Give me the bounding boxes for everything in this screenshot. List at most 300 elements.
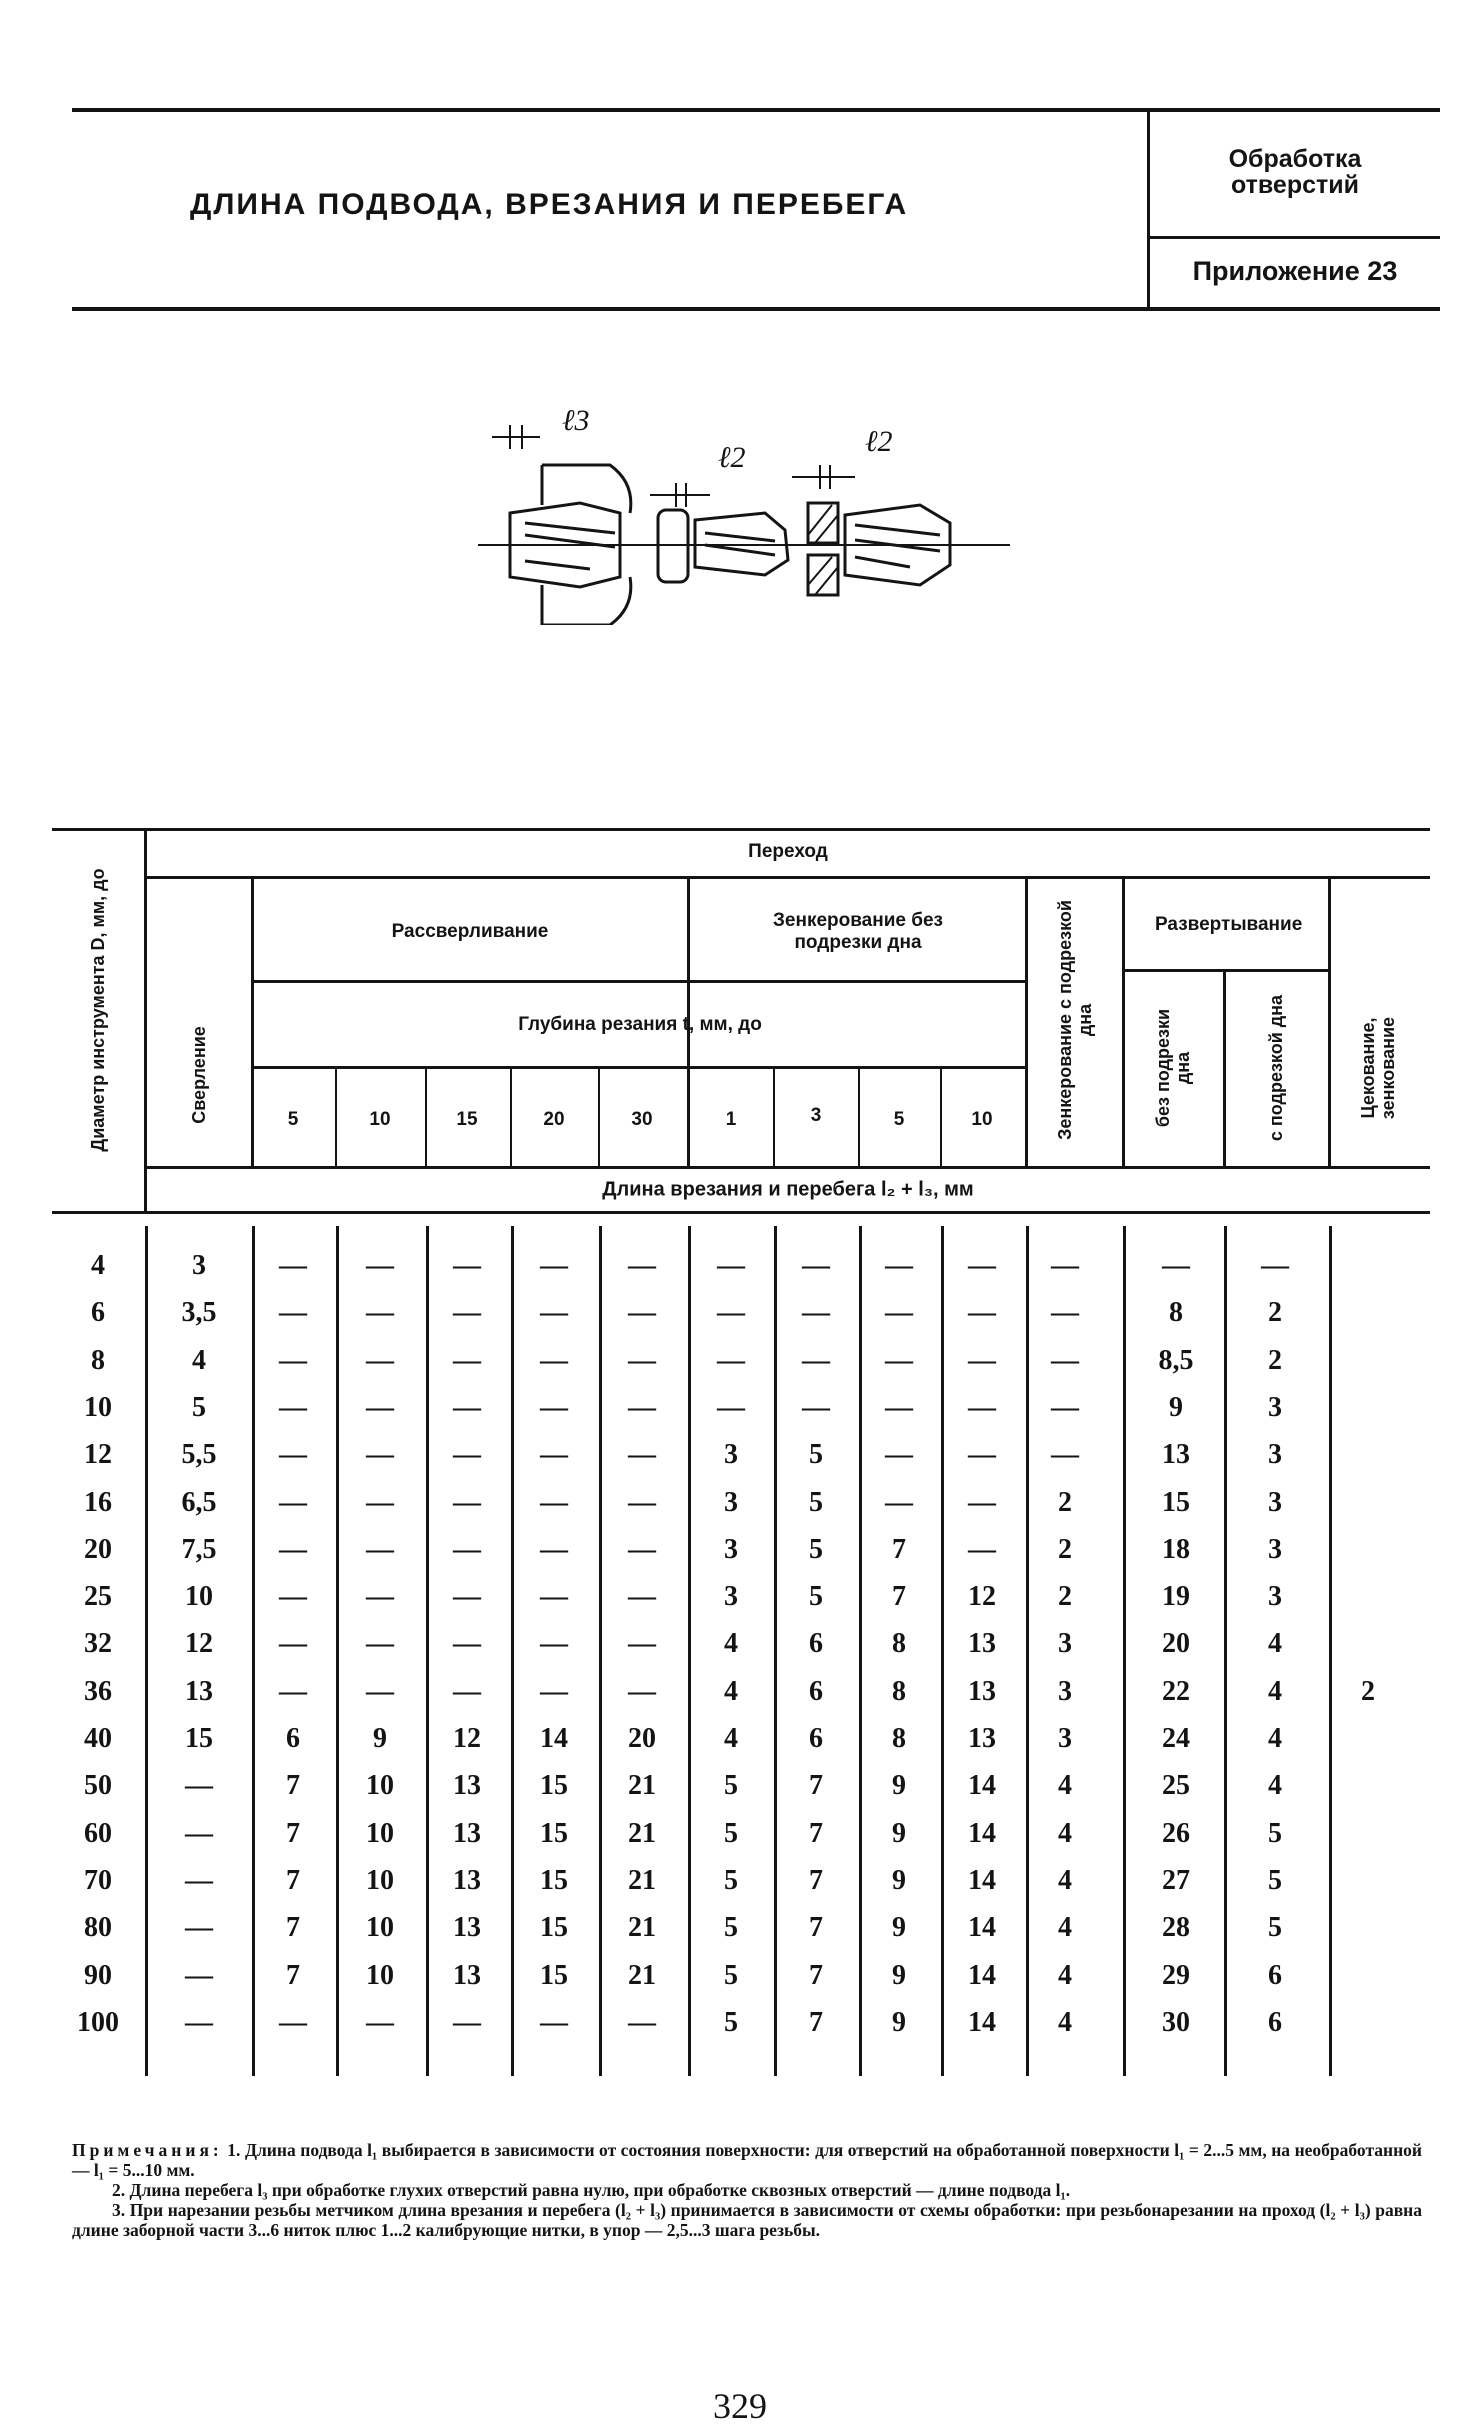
row-diameter: 16 [84,1486,112,1518]
table-cell: — [453,1628,481,1660]
header-divider [1147,112,1150,307]
depth-5: 5 [287,1109,299,1130]
v-d1 [335,1066,337,1166]
table-cell: — [1051,1344,1079,1376]
table-cell: 5 [724,1770,738,1802]
table-cell: — [540,1486,568,1518]
table-cell: 7 [809,1912,823,1944]
table-cell: 4 [1058,1864,1072,1896]
header-counterbore-undercut: Зенкерование с подрезкой дна [1055,900,1095,1140]
tool-diagram [470,385,1030,625]
table-cell: — [628,1581,656,1613]
body-column-line [599,1226,602,2076]
table-top-rule [52,828,1430,831]
table-cell: — [885,1391,913,1423]
table-cell: 29 [1162,1959,1190,1991]
table-cell: — [628,1628,656,1660]
table-cell: — [366,1439,394,1471]
table-cell: 13 [968,1723,996,1754]
table-cell: 6 [809,1675,823,1707]
table-cell: — [279,1439,307,1471]
table-cell: 5 [724,1912,738,1944]
row-diameter: 70 [84,1864,112,1896]
row-diameter: 36 [84,1675,112,1707]
table-cell: — [366,1391,394,1423]
table-cell: 3 [192,1250,206,1281]
table-cell: — [540,2006,568,2038]
header-spotfacing: Цекование, зенкование [1358,1016,1398,1120]
table-cell: 13 [453,1864,481,1896]
table-cell: 20 [628,1723,656,1754]
depth-20: 20 [543,1109,565,1130]
table-cell: — [540,1344,568,1376]
table-cell: 3 [1058,1723,1072,1754]
table-cell: 19 [1162,1581,1190,1613]
body-column-line [688,1226,691,2076]
row-diameter: 60 [84,1817,112,1849]
table-cell: 15 [540,1959,568,1991]
table-cell: 8 [892,1628,906,1660]
table-cell: — [1261,1250,1289,1281]
row-diameter: 8 [91,1344,105,1376]
table-cell: — [453,1297,481,1329]
table-cell: — [279,1581,307,1613]
table-cell: 9 [373,1723,387,1754]
table-cell: — [540,1581,568,1613]
table-cell: 4 [1268,1628,1282,1660]
v-d5 [773,1066,775,1166]
appendix-label: Приложение 23 [1192,256,1398,286]
table-cell: 14 [540,1723,568,1754]
table-cell: 9 [892,2006,906,2038]
table-cell: 13 [453,1959,481,1991]
body-column-line [426,1226,429,2076]
unit-row: Длина врезания и перебега l₂ + l₃, мм [602,1178,974,1201]
table-cell: 3 [1268,1486,1282,1518]
table-cell: 15 [540,1912,568,1944]
table-cell: 5 [724,1864,738,1896]
table-cell: — [540,1250,568,1281]
table-cell: 15 [540,1770,568,1802]
table-cell: — [279,1533,307,1565]
table-cell: — [453,1533,481,1565]
table-cell: 4 [1268,1770,1282,1802]
table-cell: — [279,1344,307,1376]
table-cell: — [1051,1250,1079,1281]
body-column-line [1329,1226,1332,2076]
table-cell: 13 [453,1770,481,1802]
table-cell: — [1162,1250,1190,1281]
table-cell: 5,5 [181,1439,217,1471]
table-cell: — [279,1628,307,1660]
row-diameter: 4 [91,1250,105,1281]
v-between-reaming [1223,970,1226,1166]
table-cell: 3 [724,1581,738,1613]
v-d3 [510,1066,512,1166]
page-title: ДЛИНА ПОДВОДА, ВРЕЗАНИЯ И ПЕРЕБЕГА [190,188,909,221]
table-cell: 5 [809,1533,823,1565]
spotfacing-value: 2 [1361,1676,1375,1707]
header-drilling: Сверление [189,1026,209,1124]
table-cell: 15 [1162,1486,1190,1518]
table-cell: 12 [185,1628,213,1660]
table-cell: 10 [185,1581,213,1613]
notes-label: Примечания: [72,2140,223,2160]
table-cell: 10 [366,1912,394,1944]
table-cell: 5 [1268,1864,1282,1896]
table-cell: 5 [1268,1912,1282,1944]
table-cell: 10 [366,1959,394,1991]
table-cell: 3,5 [181,1297,217,1329]
table-cell: 2 [1268,1344,1282,1376]
depth-c1: 1 [725,1109,737,1130]
header-reaming: Развертывание [1155,914,1303,935]
v-after-counterbore [1025,877,1028,1166]
table-cell: — [185,1864,213,1896]
table-cell: 14 [968,1912,996,1944]
table-cell: 9 [892,1864,906,1896]
table-cell: — [185,1770,213,1802]
table-cell: — [185,1817,213,1849]
table-cell: 4 [724,1723,738,1754]
table-cell: 13 [968,1675,996,1707]
table-cell: 4 [1058,1770,1072,1802]
table-cell: 9 [892,1817,906,1849]
table-cell: — [802,1344,830,1376]
v-after-drilling [251,877,254,1166]
table-cell: 5 [724,1959,738,1991]
table-cell: 21 [628,1912,656,1944]
body-column-line [511,1226,514,2076]
table-cell: 2 [1058,1581,1072,1613]
depth-15: 15 [456,1109,478,1130]
table-cell: — [717,1297,745,1329]
table-cell: — [279,1486,307,1518]
table-cell: 10 [366,1864,394,1896]
table-cell: — [802,1297,830,1329]
table-cell: — [366,1533,394,1565]
table-cell: 6,5 [181,1486,217,1518]
table-cell: — [628,1675,656,1707]
table-cell: — [453,1486,481,1518]
v-after-undercut [1122,877,1125,1166]
table-cell: 21 [628,1817,656,1849]
table-cell: — [717,1250,745,1281]
table-cell: — [628,1297,656,1329]
row-diameter: 32 [84,1628,112,1660]
v-after-diameter [144,828,147,1211]
table-cell: 7 [286,1770,300,1802]
table-cell: 8 [1169,1297,1183,1329]
table-cell: — [628,2006,656,2038]
table-cell: 4 [1058,1817,1072,1849]
table-cell: 15 [185,1723,213,1754]
header-mid-rule [1147,236,1440,239]
table-cell: 7 [286,1817,300,1849]
table-cell: — [366,1581,394,1613]
table-cell: 3 [724,1533,738,1565]
v-d7 [940,1066,942,1166]
header-transition: Переход [748,841,828,862]
header-reaming-large: Рассверливание [391,921,549,942]
table-cell: 5 [192,1391,206,1423]
table-cell: 3 [1268,1581,1282,1613]
table-cell: 5 [724,1817,738,1849]
table-cell: 6 [809,1723,823,1754]
table-cell: — [968,1250,996,1281]
table-cell: — [453,1391,481,1423]
table-cell: 4 [1268,1723,1282,1754]
v-d6 [858,1066,860,1166]
table-cell: 9 [1169,1391,1183,1423]
table-cell: 10 [366,1817,394,1849]
v-d2 [425,1066,427,1166]
table-header-bottom-rule [52,1211,1430,1214]
depth-c5: 5 [893,1109,905,1130]
table-cell: 5 [1268,1817,1282,1849]
body-column-line [859,1226,862,2076]
table-cell: 6 [286,1723,300,1754]
table-cell: 8 [892,1675,906,1707]
table-cell: 14 [968,1817,996,1849]
table-cell: 5 [809,1581,823,1613]
row-diameter: 80 [84,1912,112,1944]
table-cell: 15 [540,1817,568,1849]
table-cell: 2 [1058,1486,1072,1518]
table-cell: — [185,2006,213,2038]
row-diameter: 100 [77,2006,119,2038]
table-cell: — [1051,1297,1079,1329]
table-cell: — [968,1297,996,1329]
table-cell: — [453,1581,481,1613]
table-cell: — [453,2006,481,2038]
table-cell: 7 [892,1533,906,1565]
table-cell: — [628,1250,656,1281]
table-cell: 14 [968,1864,996,1896]
table-cell: — [366,2006,394,2038]
header-bottom-rule [72,307,1440,311]
table-cell: — [540,1297,568,1329]
table-cell: 7 [809,1817,823,1849]
h-under-reaming [1122,969,1328,972]
body-column-line [941,1226,944,2076]
table-cell: — [366,1344,394,1376]
table-cell: 25 [1162,1770,1190,1802]
depth-c10: 10 [971,1109,993,1130]
table-cell: 7 [809,1959,823,1991]
row-diameter: 6 [91,1297,105,1329]
table-cell: — [540,1533,568,1565]
h-under-groups [251,980,1025,983]
table-cell: — [185,1912,213,1944]
table-cell: — [628,1533,656,1565]
table-cell: — [968,1391,996,1423]
table-cell: 5 [809,1439,823,1471]
table-cell: 4 [1058,1959,1072,1991]
table-cell: 6 [809,1628,823,1660]
table-cell: — [1051,1391,1079,1423]
table-cell: 12 [968,1581,996,1613]
table-cell: 13 [1162,1439,1190,1471]
table-cell: — [968,1486,996,1518]
body-column-line [1224,1226,1227,2076]
table-cell: 2 [1268,1297,1282,1329]
table-cell: — [885,1486,913,1518]
table-cell: — [540,1628,568,1660]
table-cell: 13 [453,1912,481,1944]
figure-label-l2a: ℓ2 [718,441,746,474]
table-cell: 4 [192,1344,206,1376]
table-cell: — [885,1297,913,1329]
table-cell: 21 [628,1770,656,1802]
table-cell: 21 [628,1864,656,1896]
body-column-line [774,1226,777,2076]
table-cell: — [366,1486,394,1518]
depth-c3: 3 [810,1105,822,1126]
note-3: 3. При нарезании резьбы метчиком длина врезания и перебега (l₂ + l₃) принимается в зависимости от схемы обработки: при резьбонарезании на проход (l₂ + l₃) равна длине заборной части 3...6 ниток плюс 1...2 калибрующие нитки, в упор — 2,5...3 шага резьбы. [72,2200,1422,2240]
table-cell: 14 [968,1770,996,1802]
table-cell: 3 [1058,1628,1072,1660]
table-cell: 4 [1268,1675,1282,1707]
table-cell: — [366,1675,394,1707]
table-cell: — [453,1344,481,1376]
table-cell: 30 [1162,2006,1190,2038]
table-cell: 8,5 [1158,1344,1194,1376]
table-cell: — [717,1344,745,1376]
table-cell: — [453,1675,481,1707]
row-diameter: 50 [84,1770,112,1802]
table-cell: 7,5 [181,1533,217,1565]
table-cell: — [885,1439,913,1471]
table-cell: 13 [968,1628,996,1660]
table-cell: 3 [1058,1675,1072,1707]
row-diameter: 20 [84,1533,112,1565]
header-reaming-undercut: с подрезкой дна [1266,994,1286,1142]
table-cell: — [453,1250,481,1281]
h-under-transition [144,876,1430,879]
table-cell: 28 [1162,1912,1190,1944]
body-column-line [145,1226,148,2076]
row-diameter: 40 [84,1723,112,1754]
row-diameter: 10 [84,1391,112,1423]
table-cell: — [968,1344,996,1376]
table-cell: — [885,1344,913,1376]
header-diameter: Диаметр инструмента D, мм, до [88,868,108,1152]
h-unit-row-top [144,1166,1430,1169]
table-cell: — [1051,1439,1079,1471]
table-cell: 27 [1162,1864,1190,1896]
table-cell: 24 [1162,1723,1190,1754]
body-column-line [1026,1226,1029,2076]
body-column-line [336,1226,339,2076]
table-cell: — [279,1391,307,1423]
table-cell: 7 [286,1912,300,1944]
table-cell: 7 [286,1864,300,1896]
v-after-reaming [1328,877,1331,1166]
table-cell: 6 [1268,1959,1282,1991]
page-number: 329 [713,2386,767,2426]
table-cell: 22 [1162,1675,1190,1707]
table-cell: 8 [892,1723,906,1754]
depth-30: 30 [631,1109,653,1130]
table-cell: — [628,1439,656,1471]
table-cell: — [968,1533,996,1565]
header-depth: Глубина резания t, мм, до [518,1014,762,1035]
table-cell: — [628,1391,656,1423]
body-column-line [1123,1226,1126,2076]
table-cell: 13 [453,1817,481,1849]
table-cell: — [540,1439,568,1471]
table-cell: 15 [540,1864,568,1896]
header-counterbore-no-undercut: Зенкерование без подрезки дна [773,910,943,953]
table-cell: 4 [724,1628,738,1660]
table-cell: 18 [1162,1533,1190,1565]
table-cell: 4 [724,1675,738,1707]
table-cell: 7 [286,1959,300,1991]
table-cell: 9 [892,1770,906,1802]
table-cell: 3 [1268,1391,1282,1423]
table-cell: — [185,1959,213,1991]
table-cell: — [453,1439,481,1471]
table-cell: 21 [628,1959,656,1991]
table-cell: 14 [968,1959,996,1991]
table-cell: 5 [724,2006,738,2038]
table-cell: 7 [809,1864,823,1896]
table-cell: 3 [1268,1439,1282,1471]
v-d4 [598,1066,600,1166]
body-column-line [252,1226,255,2076]
depth-10: 10 [369,1109,391,1130]
table-cell: 12 [453,1723,481,1754]
table-cell: — [717,1391,745,1423]
table-cell: — [366,1297,394,1329]
table-cell: 13 [185,1675,213,1707]
section-label: Обработка отверстий [1228,145,1362,199]
row-diameter: 90 [84,1959,112,1991]
table-cell: 3 [1268,1533,1282,1565]
table-cell: 6 [1268,2006,1282,2038]
table-cell: 9 [892,1959,906,1991]
table-cell: 7 [892,1581,906,1613]
table-cell: 7 [809,2006,823,2038]
table-cell: — [366,1250,394,1281]
table-cell: 2 [1058,1533,1072,1565]
h-under-depth [251,1066,1025,1069]
table-cell: 20 [1162,1628,1190,1660]
table-cell: — [802,1391,830,1423]
table-cell: — [366,1628,394,1660]
notes [72,2140,1422,2240]
table-cell: 9 [892,1912,906,1944]
table-cell: 3 [724,1439,738,1471]
table-cell: 26 [1162,1817,1190,1849]
table-cell: — [628,1486,656,1518]
figure-label-l2b: ℓ2 [865,425,893,458]
table-cell: — [540,1391,568,1423]
note-1: 1. Длина подвода l₁ выбирается в зависимости от состояния поверхности: для отверстий на обработанной поверхности l₁ = 2...5 мм, на необработанной — l₁ = 5...10 мм. [72,2140,1423,2180]
figure-label-l3: ℓ3 [562,404,590,437]
row-diameter: 12 [84,1439,112,1471]
note-2: 2. Длина перебега l₃ при обработке глухих отверстий равна нулю, при обработке сквозных отверстий — длине подвода l₁. [112,2180,1071,2200]
table-cell: — [885,1250,913,1281]
table-cell: 10 [366,1770,394,1802]
table-cell: 14 [968,2006,996,2038]
table-cell: 3 [724,1486,738,1518]
table-cell: — [540,1675,568,1707]
table-cell: 7 [809,1770,823,1802]
header-reaming-no-undercut: без подрезки дна [1153,1008,1193,1128]
table-cell: — [279,1250,307,1281]
